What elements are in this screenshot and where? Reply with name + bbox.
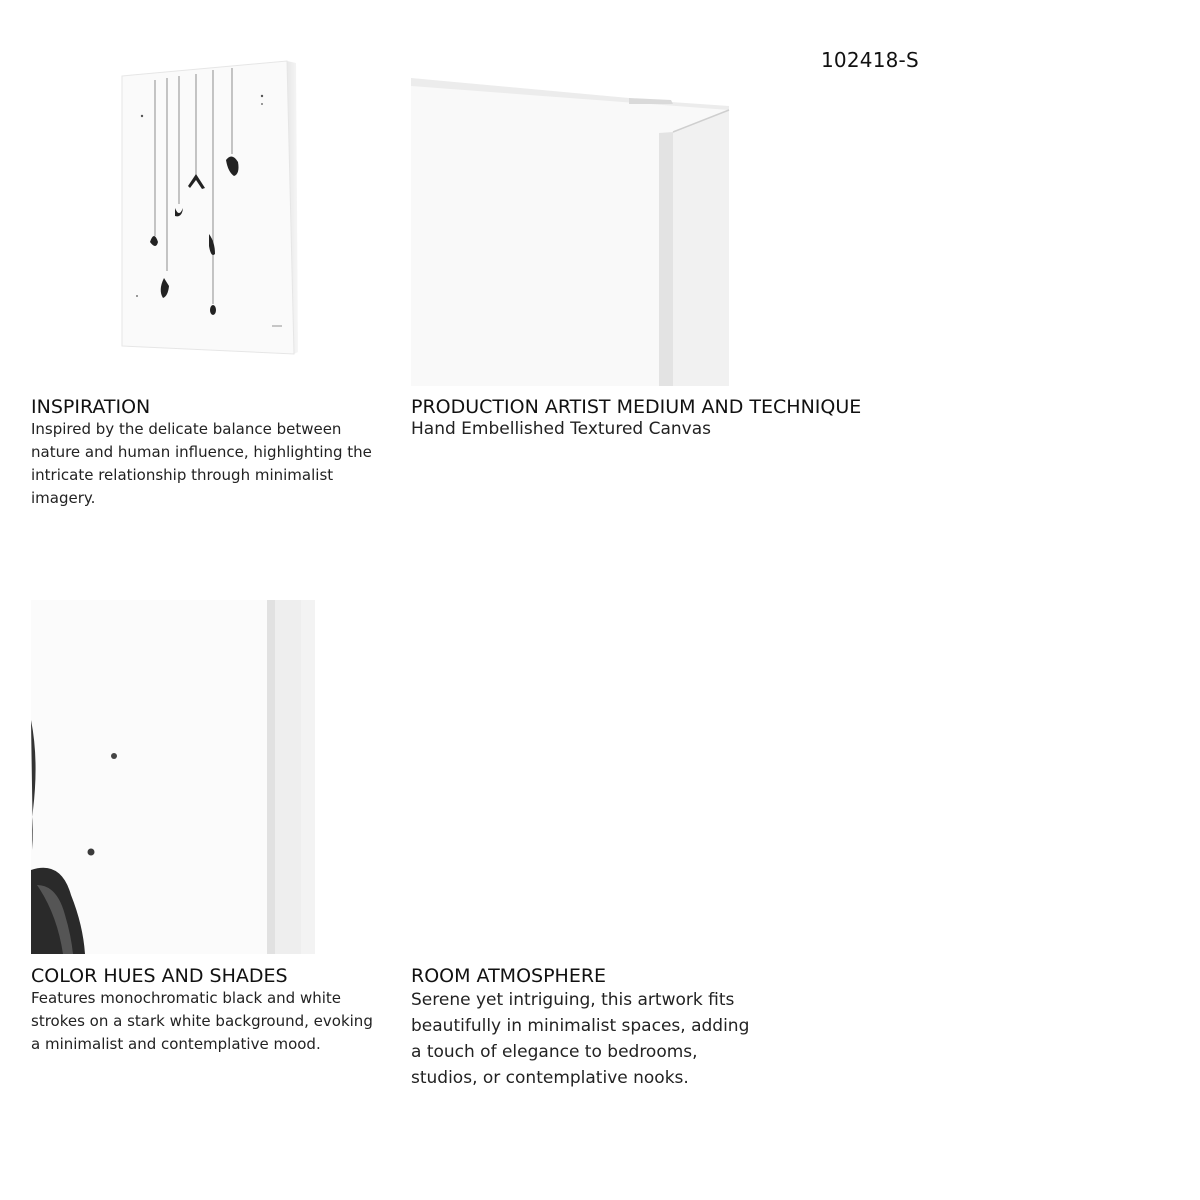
production-section [411,396,931,441]
color-line: a minimalist and contemplative mood. [31,1035,321,1053]
color-line: Features monochromatic black and white [31,989,341,1007]
production-line: Hand Embellished Textured Canvas [411,419,711,439]
room-section [411,965,791,1091]
room-line: Serene yet intriguing, this artwork fits [411,990,735,1010]
production-heading: PRODUCTION ARTIST MEDIUM AND TECHNIQUE [411,396,862,418]
canvas-corner-image [411,78,731,386]
room-heading: ROOM ATMOSPHERE [411,965,607,987]
inspiration-line: nature and human influence, highlighting the [31,443,372,461]
color-section [31,965,401,1056]
inspiration-text [31,418,391,510]
inspiration-line: imagery. [31,489,96,507]
inspiration-heading: INSPIRATION [31,396,151,418]
inspiration-section [31,396,391,510]
room-line: studios, or contemplative nooks. [411,1068,689,1088]
artwork-front-image [112,56,302,356]
production-text [411,418,931,441]
color-heading: COLOR HUES AND SHADES [31,965,288,987]
color-line: strokes on a stark white background, evoking [31,1012,373,1030]
room-line: a touch of elegance to bedrooms, [411,1042,698,1062]
color-text [31,987,401,1056]
inspiration-line: Inspired by the delicate balance between [31,420,342,438]
canvas-edge-image [31,600,315,954]
inspiration-line: intricate relationship through minimalist [31,466,334,484]
room-text [411,987,791,1091]
room-line: beautifully in minimalist spaces, adding [411,1016,750,1036]
product-sku: 102418-S [821,48,919,72]
